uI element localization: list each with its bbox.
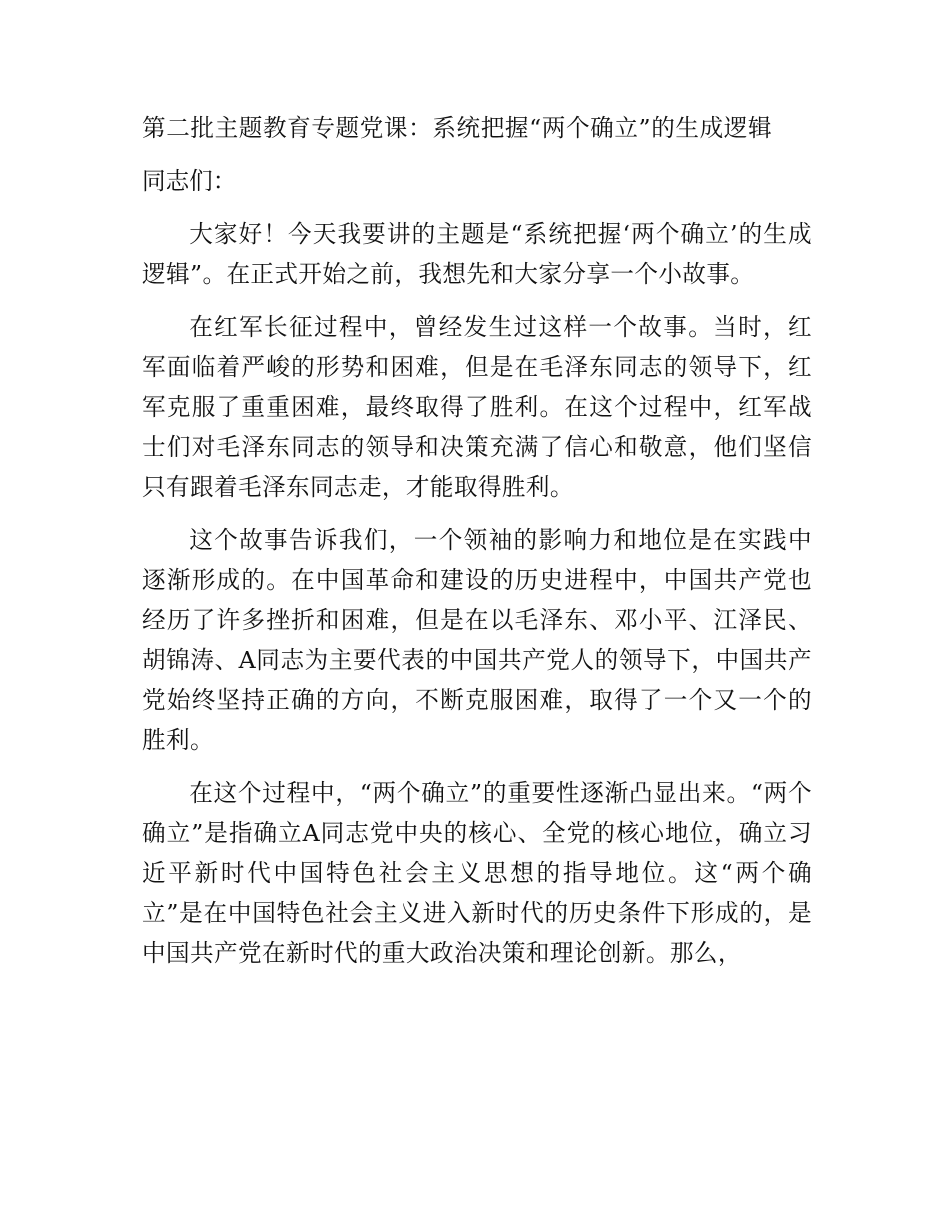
paragraph-intro: 大家好！今天我要讲的主题是“系统把握‘两个确立’的生成逻辑”。在正式开始之前，我想先和大家分享一个小故事。 xyxy=(142,220,812,288)
paragraph-long-march-story: 在红军长征过程中，曾经发生过这样一个故事。当时，红军面临着严峻的形势和困难，但是在毛泽东同志的领导下，红军克服了重重困难，最终取得了胜利。在这个过程中，红军战士们对毛泽东同志的领导和决策充满了信心和敬意，他们坚信只有跟着毛泽东同志走，才能取得胜利。 xyxy=(142,313,812,501)
document-title: 第二批主题教育专题党课：系统把握“两个确立”的生成逻辑 xyxy=(142,114,773,142)
salutation: 同志们： xyxy=(142,167,237,195)
document-page xyxy=(142,108,812,973)
paragraph-two-establishments: 在这个过程中，“两个确立”的重要性逐渐凸显出来。“两个确立”是指确立A同志党中央的核心、全党的核心地位，确立习近平新时代中国特色社会主义思想的指导地位。这“两个确立”是在中国特色社会主义进入新时代的历史条件下形成的，是中国共产党在新时代的重大政治决策和理论创新。那么， xyxy=(142,779,812,967)
paragraph-story-lesson: 这个故事告诉我们，一个领袖的影响力和地位是在实践中逐渐形成的。在中国革命和建设的历史进程中，中国共产党也经历了许多挫折和困难，但是在以毛泽东、邓小平、江泽民、胡锦涛、A同志为主要代表的中国共产党人的领导下，中国共产党始终坚持正确的方向，不断克服困难，取得了一个又一个的胜利。 xyxy=(142,526,812,754)
